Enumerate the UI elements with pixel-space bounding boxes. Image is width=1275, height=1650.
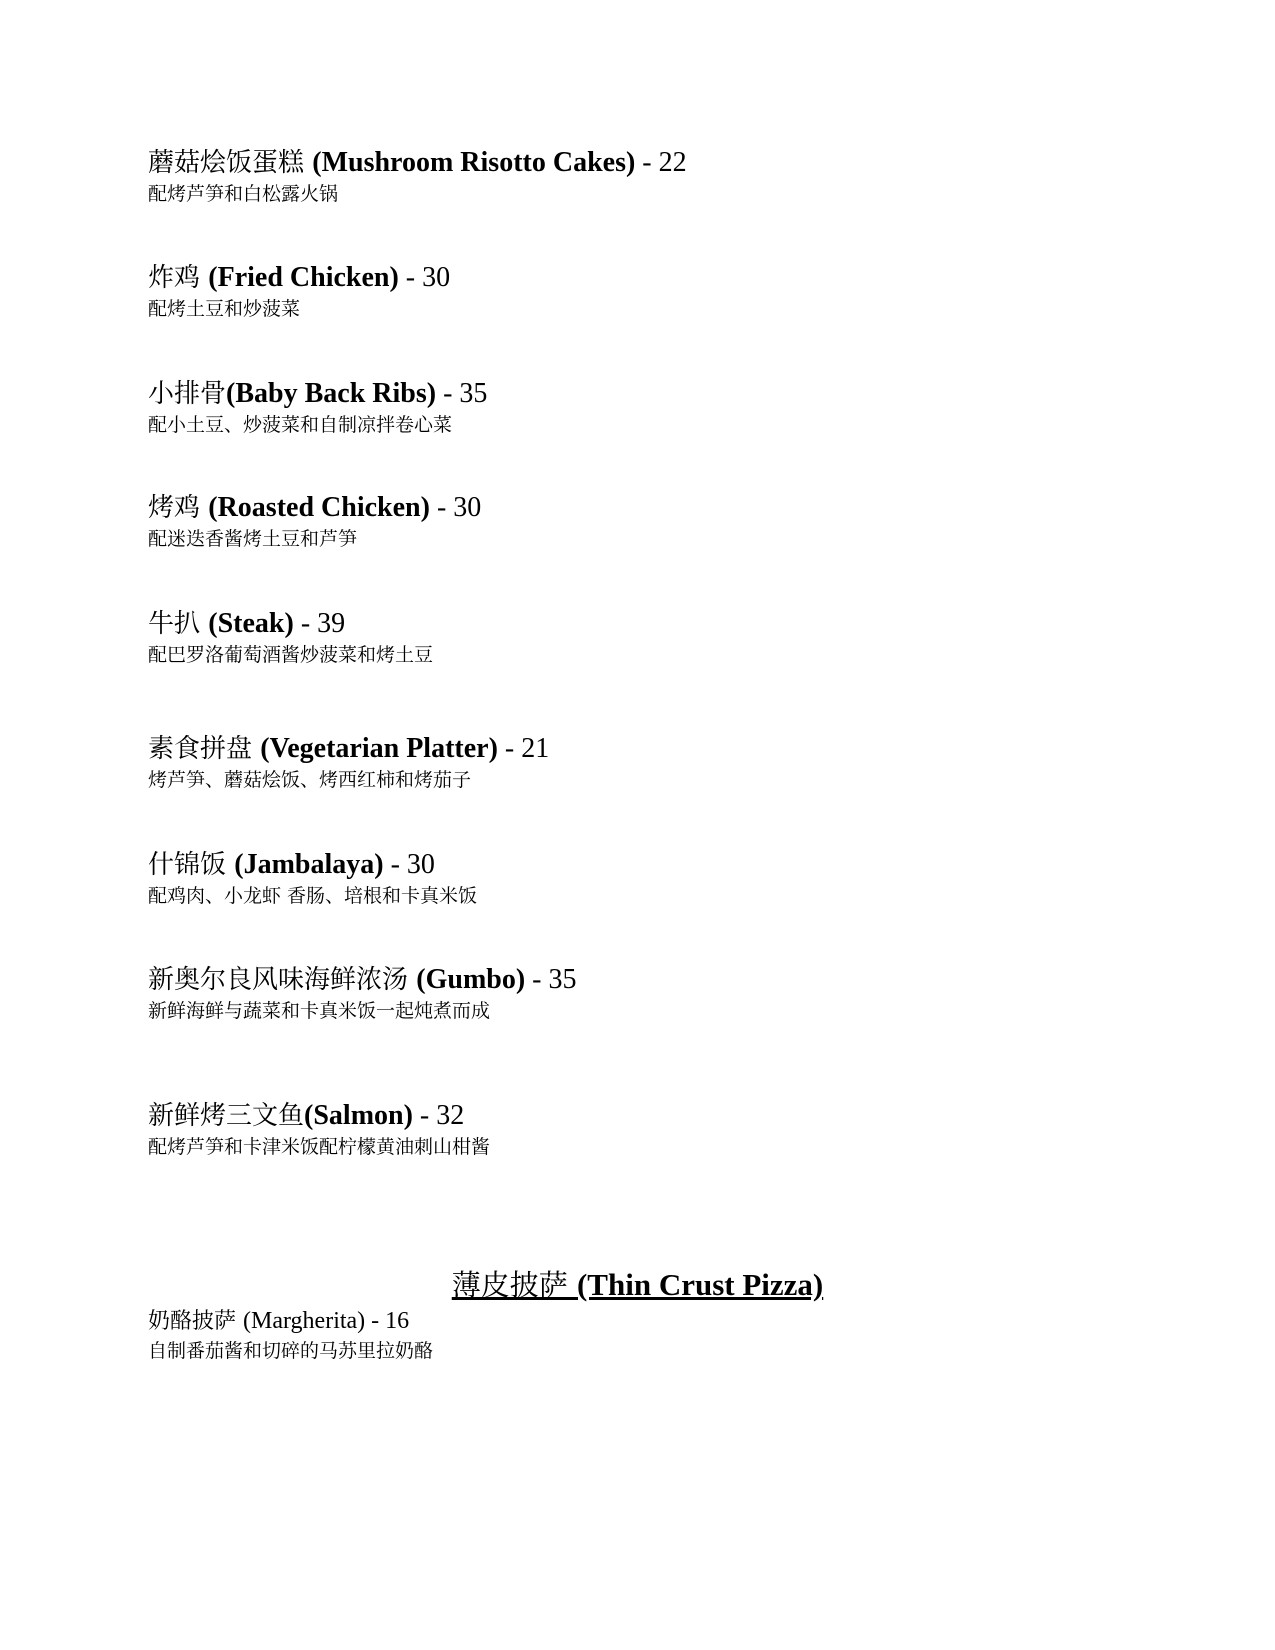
menu-item-name-zh: 烤鸡 xyxy=(148,493,209,523)
menu-item-price: - 35 xyxy=(525,964,577,995)
menu-item-title xyxy=(148,261,450,295)
menu-item-name-en: (Salmon) xyxy=(304,1100,413,1131)
menu-item-description: 配烤芦笋和白松露火锅 xyxy=(148,183,339,205)
menu-item xyxy=(148,377,487,437)
menu-item-title xyxy=(148,491,481,525)
menu-item xyxy=(148,146,687,206)
menu-item-title xyxy=(148,1099,490,1133)
menu-item-name-en: (Margherita) xyxy=(243,1308,366,1334)
menu-item-description: 自制番茄酱和切碎的马苏里拉奶酪 xyxy=(148,1340,434,1362)
menu-item-title xyxy=(148,1306,433,1337)
menu-item xyxy=(148,607,433,667)
menu-item-name-en: (Steak) xyxy=(208,608,294,639)
menu-item-description: 配小土豆、炒菠菜和自制凉拌卷心菜 xyxy=(148,414,453,436)
menu-item xyxy=(148,848,477,908)
menu-item-price: - 22 xyxy=(635,147,687,178)
menu-item-description: 配鸡肉、小龙虾 香肠、培根和卡真米饭 xyxy=(148,885,478,907)
menu-item-title xyxy=(148,377,487,411)
menu-item-title xyxy=(148,848,477,882)
menu-item-description: 烤芦笋、蘑菇烩饭、烤西红柿和烤茄子 xyxy=(148,769,472,791)
menu-item xyxy=(148,732,549,792)
menu-item xyxy=(148,963,577,1023)
menu-item-name-en: (Baby Back Ribs) xyxy=(226,378,437,409)
menu-item-price: - 35 xyxy=(436,378,488,409)
menu-item-name-en: (Roasted Chicken) xyxy=(208,492,430,523)
menu-item xyxy=(148,491,481,551)
menu-item-price: - 32 xyxy=(412,1100,465,1131)
menu-item-name-zh: 炸鸡 xyxy=(148,263,209,293)
menu-item-name-zh: 牛扒 xyxy=(148,609,209,639)
menu-item-title xyxy=(148,963,577,997)
menu-item-title xyxy=(148,607,433,641)
section-heading-en: (Thin Crust Pizza) xyxy=(576,1267,824,1302)
section-heading-zh: 薄皮披萨 xyxy=(451,1268,577,1302)
menu-item-title xyxy=(148,146,687,180)
menu-item-name-en: (Mushroom Risotto Cakes) xyxy=(312,147,636,178)
menu-item-price: - 30 xyxy=(429,492,482,523)
menu-item xyxy=(148,1099,490,1159)
menu-item-description: 配迷迭香酱烤土豆和芦笋 xyxy=(148,528,358,550)
menu-item xyxy=(148,1306,433,1363)
menu-item-name-zh: 什锦饭 xyxy=(148,850,235,880)
menu-item-description: 配烤芦笋和卡津米饭配柠檬黄油刺山柑酱 xyxy=(148,1136,491,1158)
menu-item-name-zh: 蘑菇烩饭蛋糕 xyxy=(148,148,313,178)
menu-item-name-zh: 小排骨 xyxy=(148,379,227,409)
section-heading-pizza xyxy=(0,1266,1275,1304)
menu-item-description: 配巴罗洛葡萄酒酱炒菠菜和烤土豆 xyxy=(148,644,434,666)
menu-item-price: - 30 xyxy=(398,262,451,293)
menu-item-name-en: (Jambalaya) xyxy=(234,849,384,880)
menu-item-name-zh: 新鲜烤三文鱼 xyxy=(148,1101,305,1131)
menu-item-price: - 30 xyxy=(383,849,435,880)
menu-item-description: 新鲜海鲜与蔬菜和卡真米饭一起炖煮而成 xyxy=(148,1000,491,1022)
menu-item-title xyxy=(148,732,549,766)
menu-item-price: - 39 xyxy=(293,608,346,639)
menu-item-price: - 21 xyxy=(497,733,550,764)
menu-item-description: 配烤土豆和炒菠菜 xyxy=(148,298,301,320)
menu-item-name-en: (Vegetarian Platter) xyxy=(260,733,498,764)
menu-item-name-en: (Fried Chicken) xyxy=(208,262,399,293)
menu-item-name-zh: 新奥尔良风味海鲜浓汤 xyxy=(148,965,417,995)
menu-item-name-zh: 素食拼盘 xyxy=(148,734,261,764)
menu-item-name-zh: 奶酪披萨 xyxy=(148,1309,243,1334)
menu-item-name-en: (Gumbo) xyxy=(416,964,526,995)
menu-item xyxy=(148,261,450,321)
menu-item-price: - 16 xyxy=(365,1308,410,1334)
